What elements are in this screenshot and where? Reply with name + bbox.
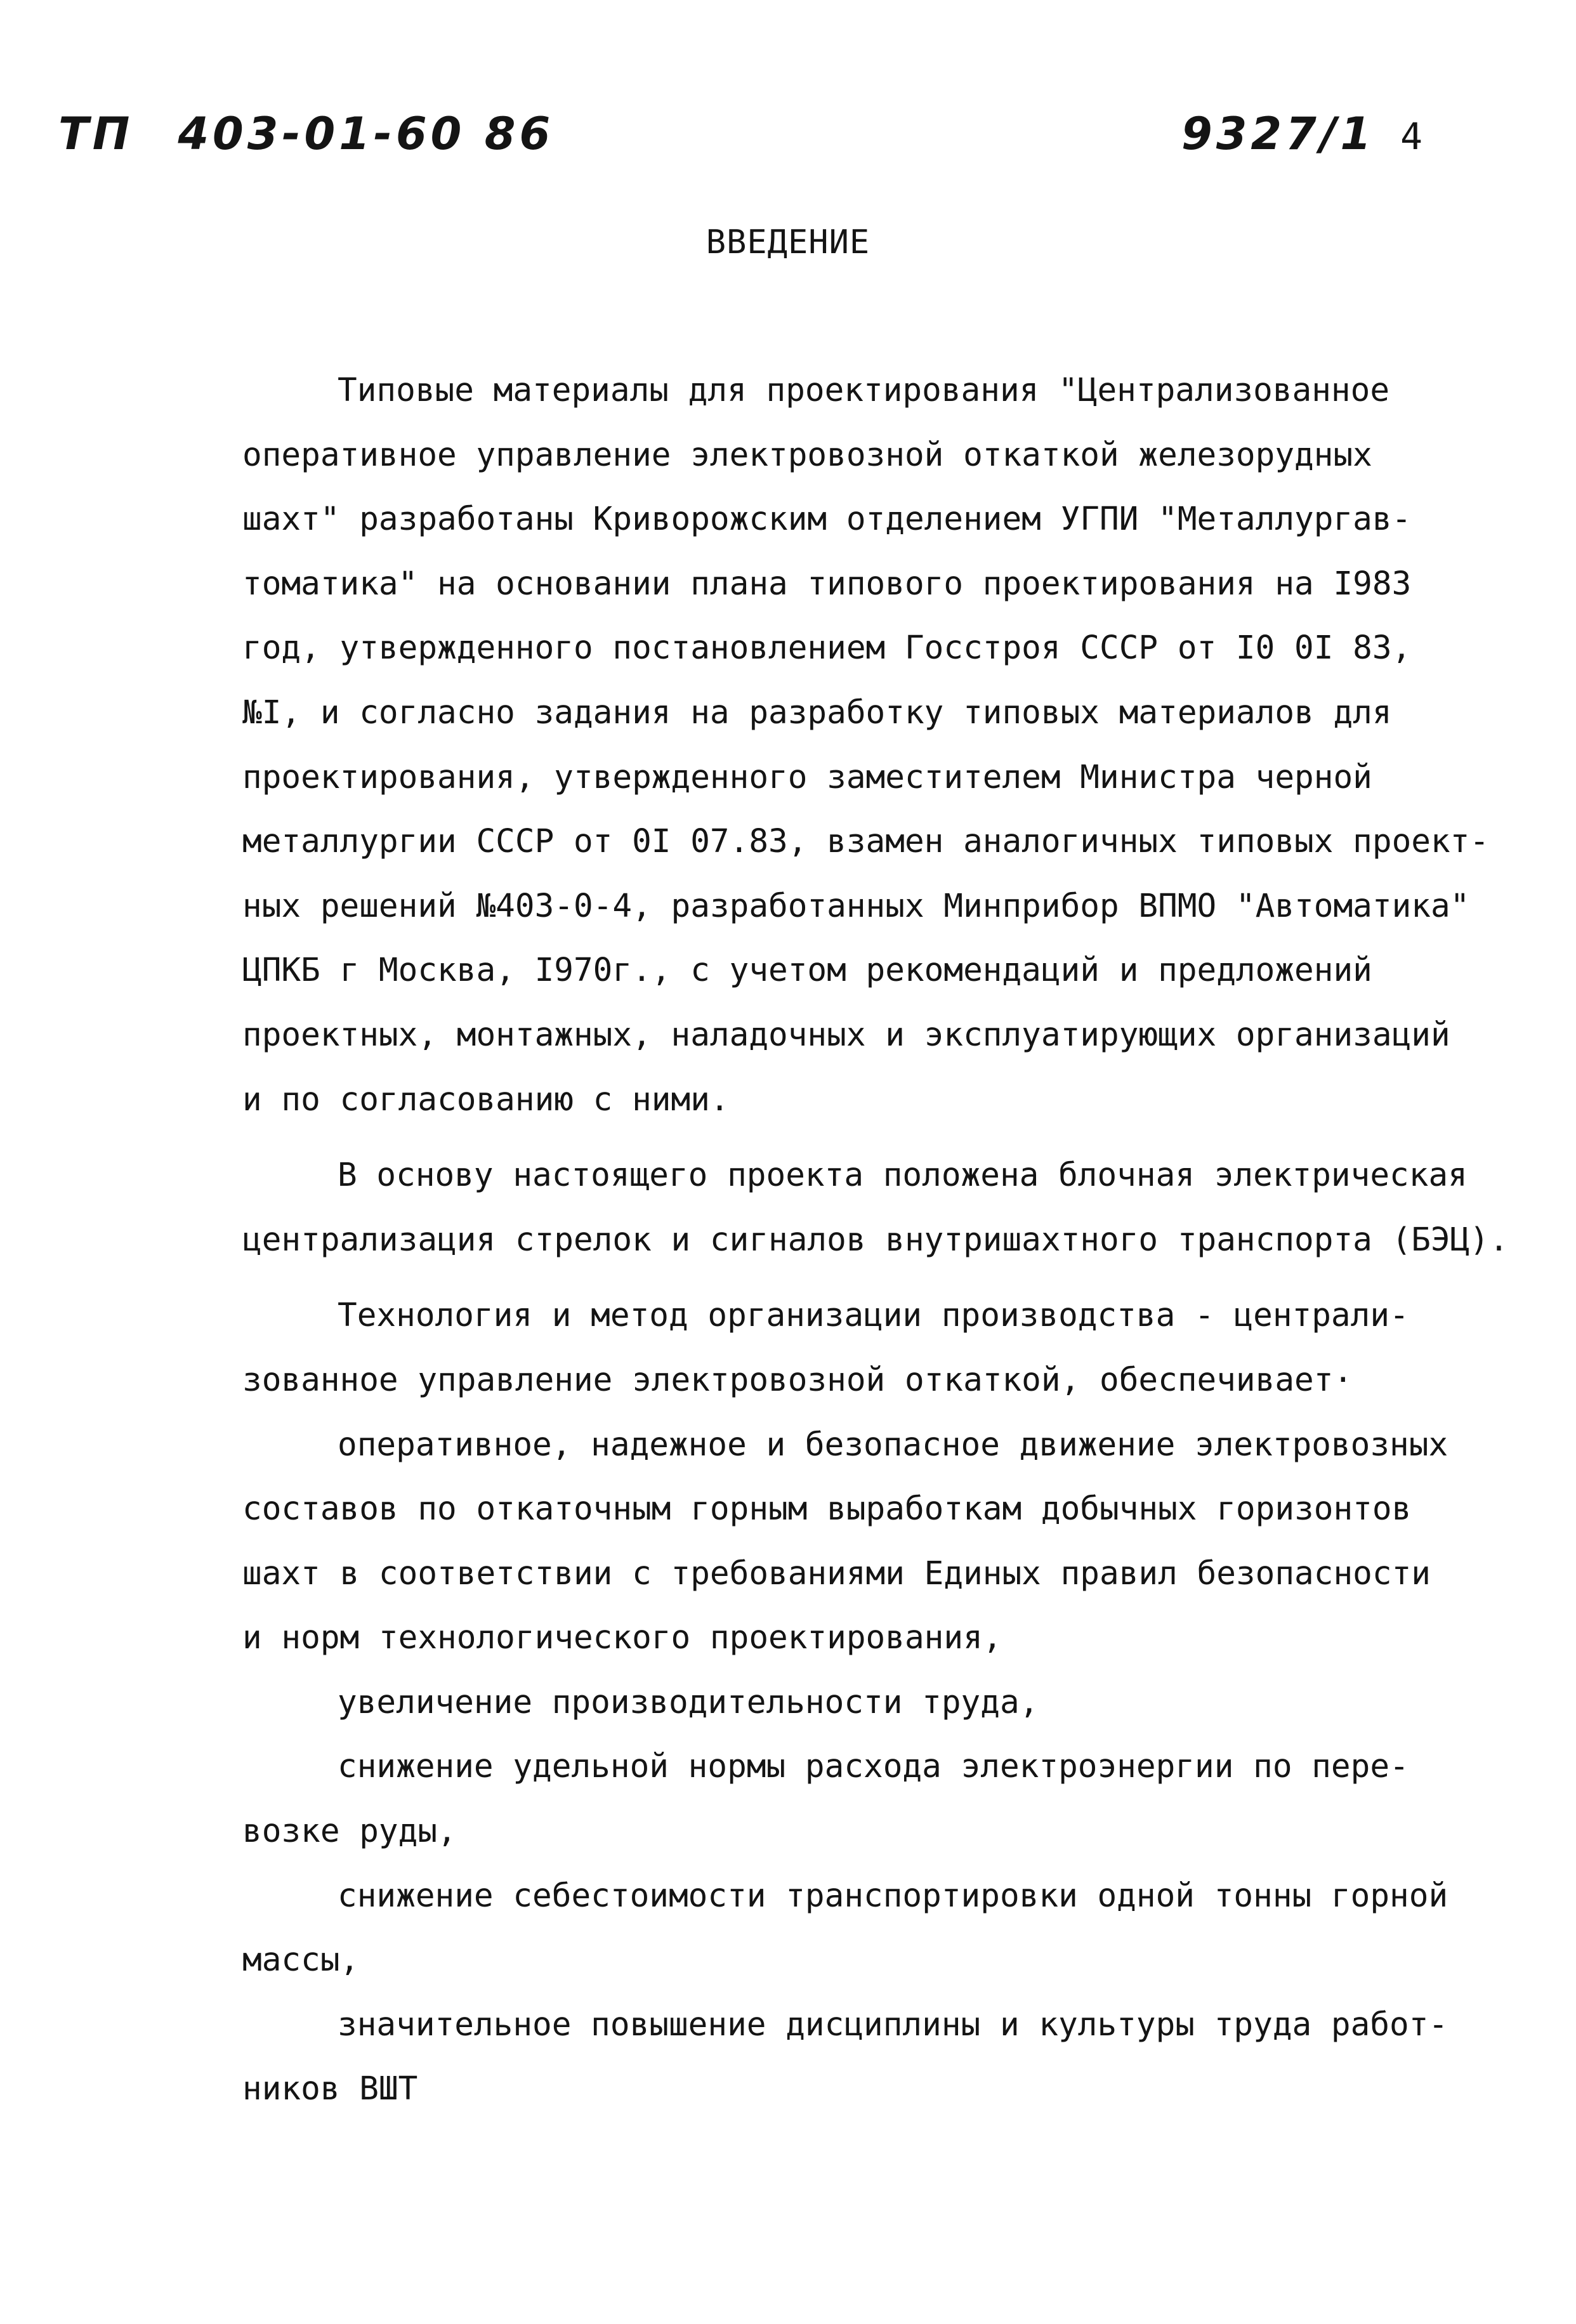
text-line: значительное повышение дисциплины и культуры труда работ- [338, 2006, 1448, 2044]
text-line: проектных, монтажных, наладочных и эксплуатирующих организаций [242, 1016, 1450, 1054]
text-line: год, утвержденного постановлением Госстроя СССР от I0 0I 83, [242, 629, 1412, 667]
text-line: №I, и согласно задания на разработку типовых материалов для [242, 693, 1392, 732]
text-line: оперативное, надежное и безопасное движение электровозных [338, 1426, 1448, 1464]
document-prefix: ТП [58, 108, 134, 160]
text-line: В основу настоящего проекта положена блочная электрическая [338, 1157, 1468, 1195]
text-line: централизация стрелок и сигналов внутришахтного транспорта (БЭЦ). [242, 1221, 1509, 1259]
text-line: ЦПКБ г Москва, I970г., с учетом рекомендаций и предложений [242, 952, 1372, 990]
document-code-header [58, 108, 554, 160]
text-line: снижение удельной нормы расхода электроэнергии по пере- [338, 1748, 1409, 1786]
text-line: снижение себестоимости транспортировки одной тонны горной [338, 1877, 1448, 1915]
page-number: 4 [1400, 115, 1427, 158]
text-line: металлургии СССР от 0I 07.83, взамен аналогичных типовых проект- [242, 823, 1490, 861]
text-line: шахт в соответствии с требованиями Единых правил безопасности [242, 1554, 1431, 1592]
document-code: 403-01-60 86 [178, 108, 555, 160]
text-line: шахт" разработаны Криворожским отделением УГПИ "Металлургав- [242, 501, 1412, 539]
text-line: и норм технологического проектирования, [242, 1619, 1002, 1657]
text-line: составов по откаточным горным выработкам добычных горизонтов [242, 1490, 1412, 1528]
section-title: ВВЕДЕНИЕ [706, 223, 870, 261]
text-line: Типовые материалы для проектирования "Централизованное [338, 372, 1390, 409]
body-text [242, 358, 1549, 2122]
text-line: массы, [242, 1941, 360, 1979]
text-line: увеличение производительности труда, [338, 1683, 1039, 1721]
text-line: ников ВШТ [242, 2070, 418, 2108]
sheet-code: 9327/1 [1181, 108, 1376, 160]
text-line: Технология и метод организации производства - централи- [338, 1297, 1409, 1335]
text-line: зованное управление электровозной откаткой, обеспечивает· [242, 1361, 1353, 1399]
text-line: возке руды, [242, 1813, 457, 1851]
text-line: проектирования, утвержденного заместителем Министра черной [242, 758, 1372, 796]
text-line: томатика" на основании плана типового проектирования на I983 [242, 565, 1412, 603]
sheet-code-header [1181, 108, 1426, 160]
text-line: ных решений №403-0-4, разработанных Минприбор ВПМО "Автоматика" [242, 887, 1470, 925]
text-line: оперативное управление электровозной откаткой железорудных [242, 436, 1372, 474]
text-line: и по согласованию с ними. [242, 1080, 730, 1119]
